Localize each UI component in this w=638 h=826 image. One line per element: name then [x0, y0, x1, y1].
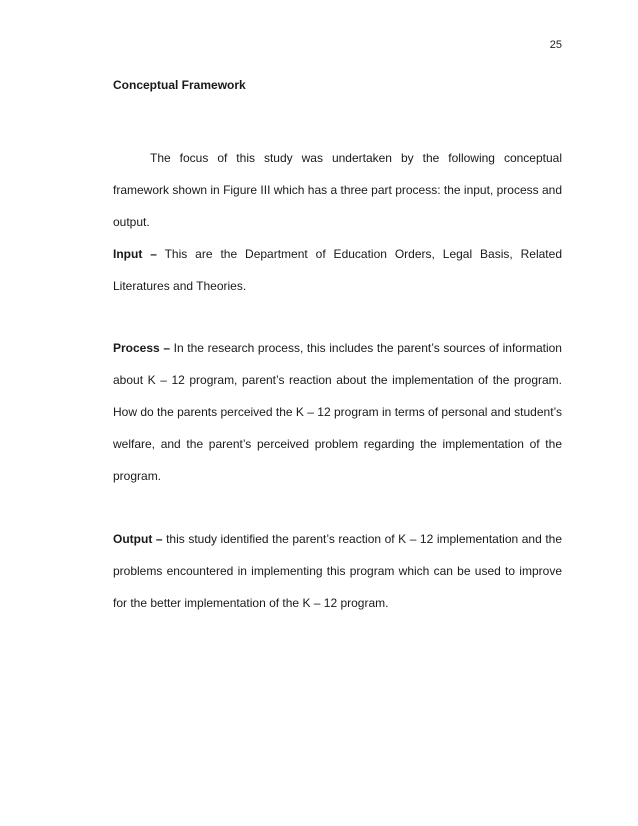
- input-paragraph: [113, 238, 562, 302]
- page-content: [113, 76, 562, 619]
- output-text: this study identified the parent’s reaction of K – 12 implementation and the problems encountered in implementing this program which can be used to improve for the better implementation of the K – 12 program.: [113, 532, 562, 610]
- process-text: In the research process, this includes the parent’s sources of information about K – 12 program, parent’s reaction about the implementation of the program. How do the parents perceived the K – 12 program in terms of personal and student’s welfare, and the parent’s perceived problem regarding the implementation of the program.: [113, 341, 562, 483]
- input-term: Input –: [113, 247, 157, 261]
- process-paragraph: [113, 332, 562, 492]
- page-number: 25: [549, 39, 562, 51]
- process-term: Process –: [113, 341, 171, 355]
- section-heading: Conceptual Framework: [113, 78, 246, 92]
- input-text: This are the Department of Education Orders, Legal Basis, Related Literatures and Theories.: [113, 247, 562, 293]
- output-term: Output –: [113, 532, 163, 546]
- output-paragraph: [113, 523, 562, 619]
- intro-paragraph: The focus of this study was undertaken by the following conceptual framework shown in Figure III which has a three part process: the input, process and output.: [113, 151, 562, 229]
